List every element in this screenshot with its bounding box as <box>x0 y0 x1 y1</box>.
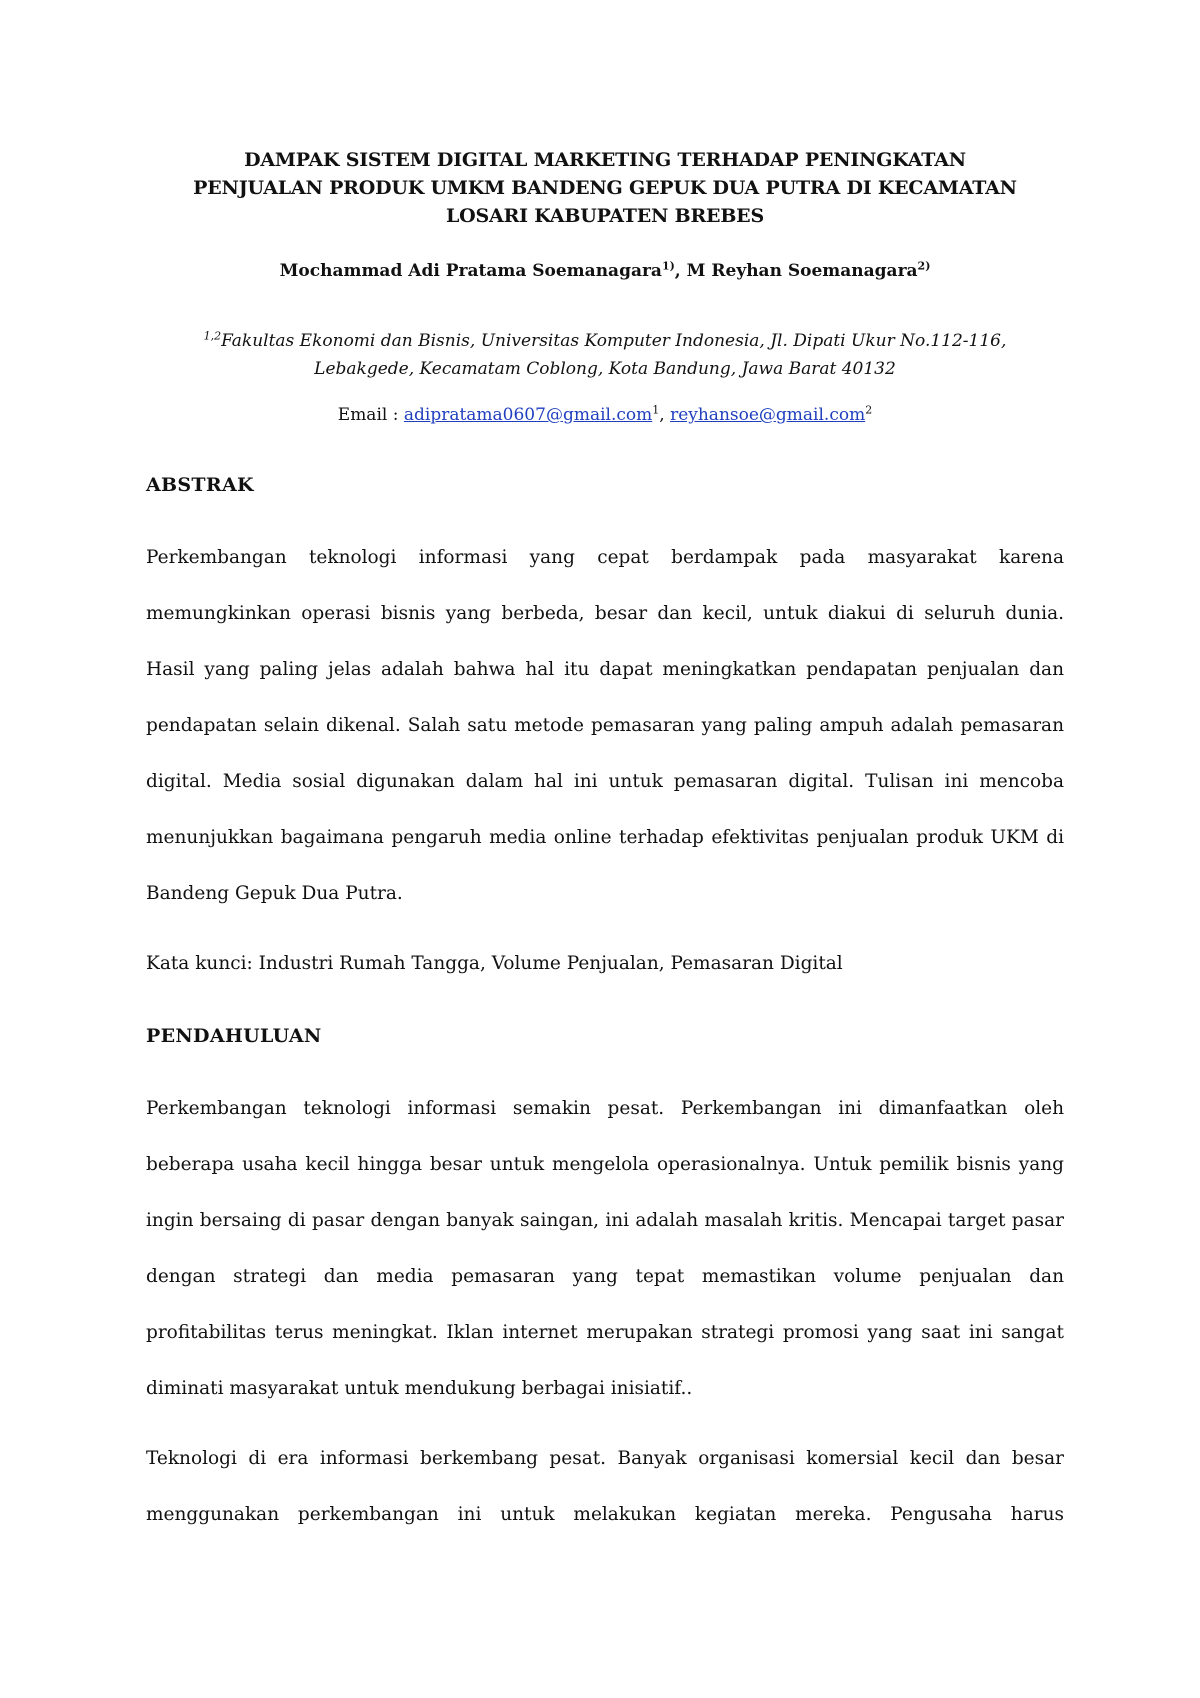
email-separator: , <box>659 405 671 425</box>
email-line <box>140 402 1070 428</box>
title-line-1: DAMPAK SISTEM DIGITAL MARKETING TERHADAP PENINGKATAN <box>244 149 966 171</box>
introduction-heading: PENDAHULUAN <box>146 1025 322 1047</box>
keywords: Kata kunci: Industri Rumah Tangga, Volume Penjualan, Pemasaran Digital <box>146 953 843 974</box>
affiliation-line-1: Fakultas Ekonomi dan Bisnis, Universitas Komputer Indonesia, Jl. Dipati Ukur No.112-116, <box>221 331 1007 351</box>
author-separator: , <box>674 261 687 281</box>
email-2-mark: 2 <box>865 403 873 417</box>
author-2: M Reyhan Soemanagara <box>686 261 918 281</box>
title-line-2: PENJUALAN PRODUK UMKM BANDENG GEPUK DUA PUTRA DI KECAMATAN <box>193 177 1017 199</box>
email-1-mark: 1 <box>652 403 660 417</box>
email-link-1[interactable]: adipratama0607@gmail.com <box>403 405 653 425</box>
affiliation-mark: 1,2 <box>203 329 222 343</box>
abstract-heading: ABSTRAK <box>146 474 254 496</box>
email-label: Email : <box>337 405 404 425</box>
author-1: Mochammad Adi Pratama Soemanagara <box>279 261 662 281</box>
author-2-mark: 2) <box>917 259 931 273</box>
introduction-paragraph-2: Teknologi di era informasi berkembang pesat. Banyak organisasi komersial kecil dan besar menggunakan perkembangan ini untuk melakukan kegiatan mereka. Pengusaha harus <box>146 1448 1064 1525</box>
author-list <box>140 258 1070 284</box>
author-1-mark: 1) <box>661 259 675 273</box>
email-link-2[interactable]: reyhansoe@gmail.com <box>670 405 866 425</box>
title-line-3: LOSARI KABUPATEN BREBES <box>446 205 764 227</box>
paper-title <box>140 146 1070 230</box>
affiliation-line-2: Lebakgede, Kecamatam Coblong, Kota Bandung, Jawa Barat 40132 <box>314 359 896 379</box>
abstract-body: Perkembangan teknologi informasi yang cepat berdampak pada masyarakat karena memungkinkan operasi bisnis yang berbeda, besar dan kecil, untuk diakui di seluruh dunia. Hasil yang paling jelas adalah bahwa hal itu dapat meningkatkan pendapatan penjualan dan pendapatan selain dikenal. Salah satu metode pemasaran yang paling ampuh adalah pemasaran digital. Media sosial digunakan dalam hal ini untuk pemasaran digital. Tulisan ini mencoba menunjukkan bagaimana pengaruh media online terhadap efektivitas penjualan produk UKM di Bandeng Gepuk Dua Putra. <box>146 547 1064 904</box>
affiliation <box>140 327 1070 383</box>
introduction-paragraph-1: Perkembangan teknologi informasi semakin pesat. Perkembangan ini dimanfaatkan oleh beberapa usaha kecil hingga besar untuk mengelola operasionalnya. Untuk pemilik bisnis yang ingin bersaing di pasar dengan banyak saingan, ini adalah masalah kritis. Mencapai target pasar dengan strategi dan media pemasaran yang tepat memastikan volume penjualan dan profitabilitas terus meningkat. Iklan internet merupakan strategi promosi yang saat ini sangat diminati masyarakat untuk mendukung berbagai inisiatif.. <box>146 1098 1064 1399</box>
